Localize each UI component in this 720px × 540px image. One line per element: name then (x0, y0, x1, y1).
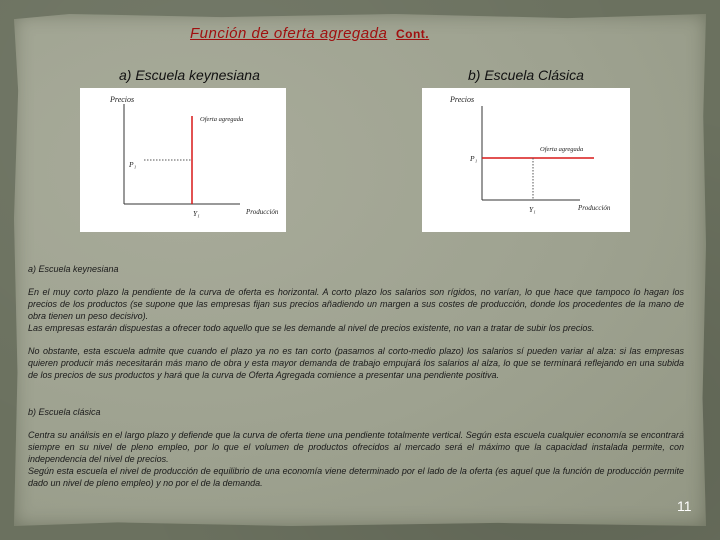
slide-title-cont: Cont. (395, 27, 430, 41)
slide-title-main: Función de oferta agregada (190, 25, 388, 42)
chart-classical (422, 88, 630, 232)
section-b-label (28, 406, 684, 418)
heading-keynesian: a) Escuela keynesiana (119, 67, 260, 83)
chart-keynesian-ylabel: Precios (110, 95, 135, 104)
paragraph-keynesian-short-term (28, 286, 684, 334)
chart-classical-svg (422, 88, 630, 232)
paragraph-classical (28, 429, 684, 489)
heading-classical: b) Escuela Clásica (468, 67, 584, 83)
paragraph-keynesian-2: No obstante, esta escuela admite que cuando el plazo ya no es tan corto (pasamos al corto-medio plazo) los salarios sí pueden variar al alza: si las empresas quieren producir más necesitarán más mano de obra y esta mayor demanda de trabajo empujará los salarios al alza, lo que se terminará reflejando en una subida de los precios de sus productos y hará que la curva de Oferta Agregada comience a presentar una pendiente positiva. (28, 346, 684, 380)
page-number: 11 (677, 498, 692, 514)
chart-classical-p-label: P₁ (470, 154, 478, 163)
chart-keynesian-p-label: P₁ (129, 160, 137, 169)
chart-keynesian-xlabel: Producción (246, 208, 279, 216)
section-a-label-text: a) Escuela keynesiana (28, 264, 119, 274)
chart-classical-ylabel: Precios (450, 95, 475, 104)
chart-classical-y-label: Y₁ (529, 205, 536, 214)
paragraph-keynesian-medium-term (28, 345, 684, 381)
chart-keynesian-curve-label: Oferta agregada (200, 116, 244, 123)
chart-keynesian-svg (80, 88, 286, 232)
paragraph-classical-1b: Según esta escuela el nivel de producción de equilibrio de una economía viene determinado por el lado de la oferta (es aquel que la función de producción permite dado un nivel de pleno empleo) y no por el de la demanda. (28, 466, 684, 488)
slide-title (190, 25, 429, 42)
chart-keynesian (80, 88, 286, 232)
paragraph-keynesian-1b: Las empresas estarán dispuestas a ofrecer todo aquello que se les demande al nivel de precios existente, no van a tratar de subir los precios. (28, 323, 595, 333)
chart-classical-xlabel: Producción (578, 204, 611, 212)
section-a-label (28, 263, 684, 275)
paragraph-keynesian-1: En el muy corto plazo la pendiente de la curva de oferta es horizontal. A corto plazo los salarios son rígidos, no varían, lo que hace que tampoco lo hagan los precios de los productos (se supone que las empresas fijan sus precios añadiendo un margen a sus costes de producción, donde los procedentes de la mano de obra tienen un peso decisivo). (28, 287, 684, 321)
chart-keynesian-y-label: Y₁ (193, 209, 200, 218)
section-b-label-text: b) Escuela clásica (28, 407, 101, 417)
paragraph-classical-1: Centra su análisis en el largo plazo y defiende que la curva de oferta tiene una pendiente totalmente vertical. Según esta escuela cualquier economía se encontrará siempre en su nivel de pleno empleo, por lo que el volumen de productos ofrecidos al mercado será el máximo que la capacidad instalada permite, con independencia del nivel de precios. (28, 430, 684, 464)
chart-classical-curve-label: Oferta agregada (540, 146, 584, 153)
